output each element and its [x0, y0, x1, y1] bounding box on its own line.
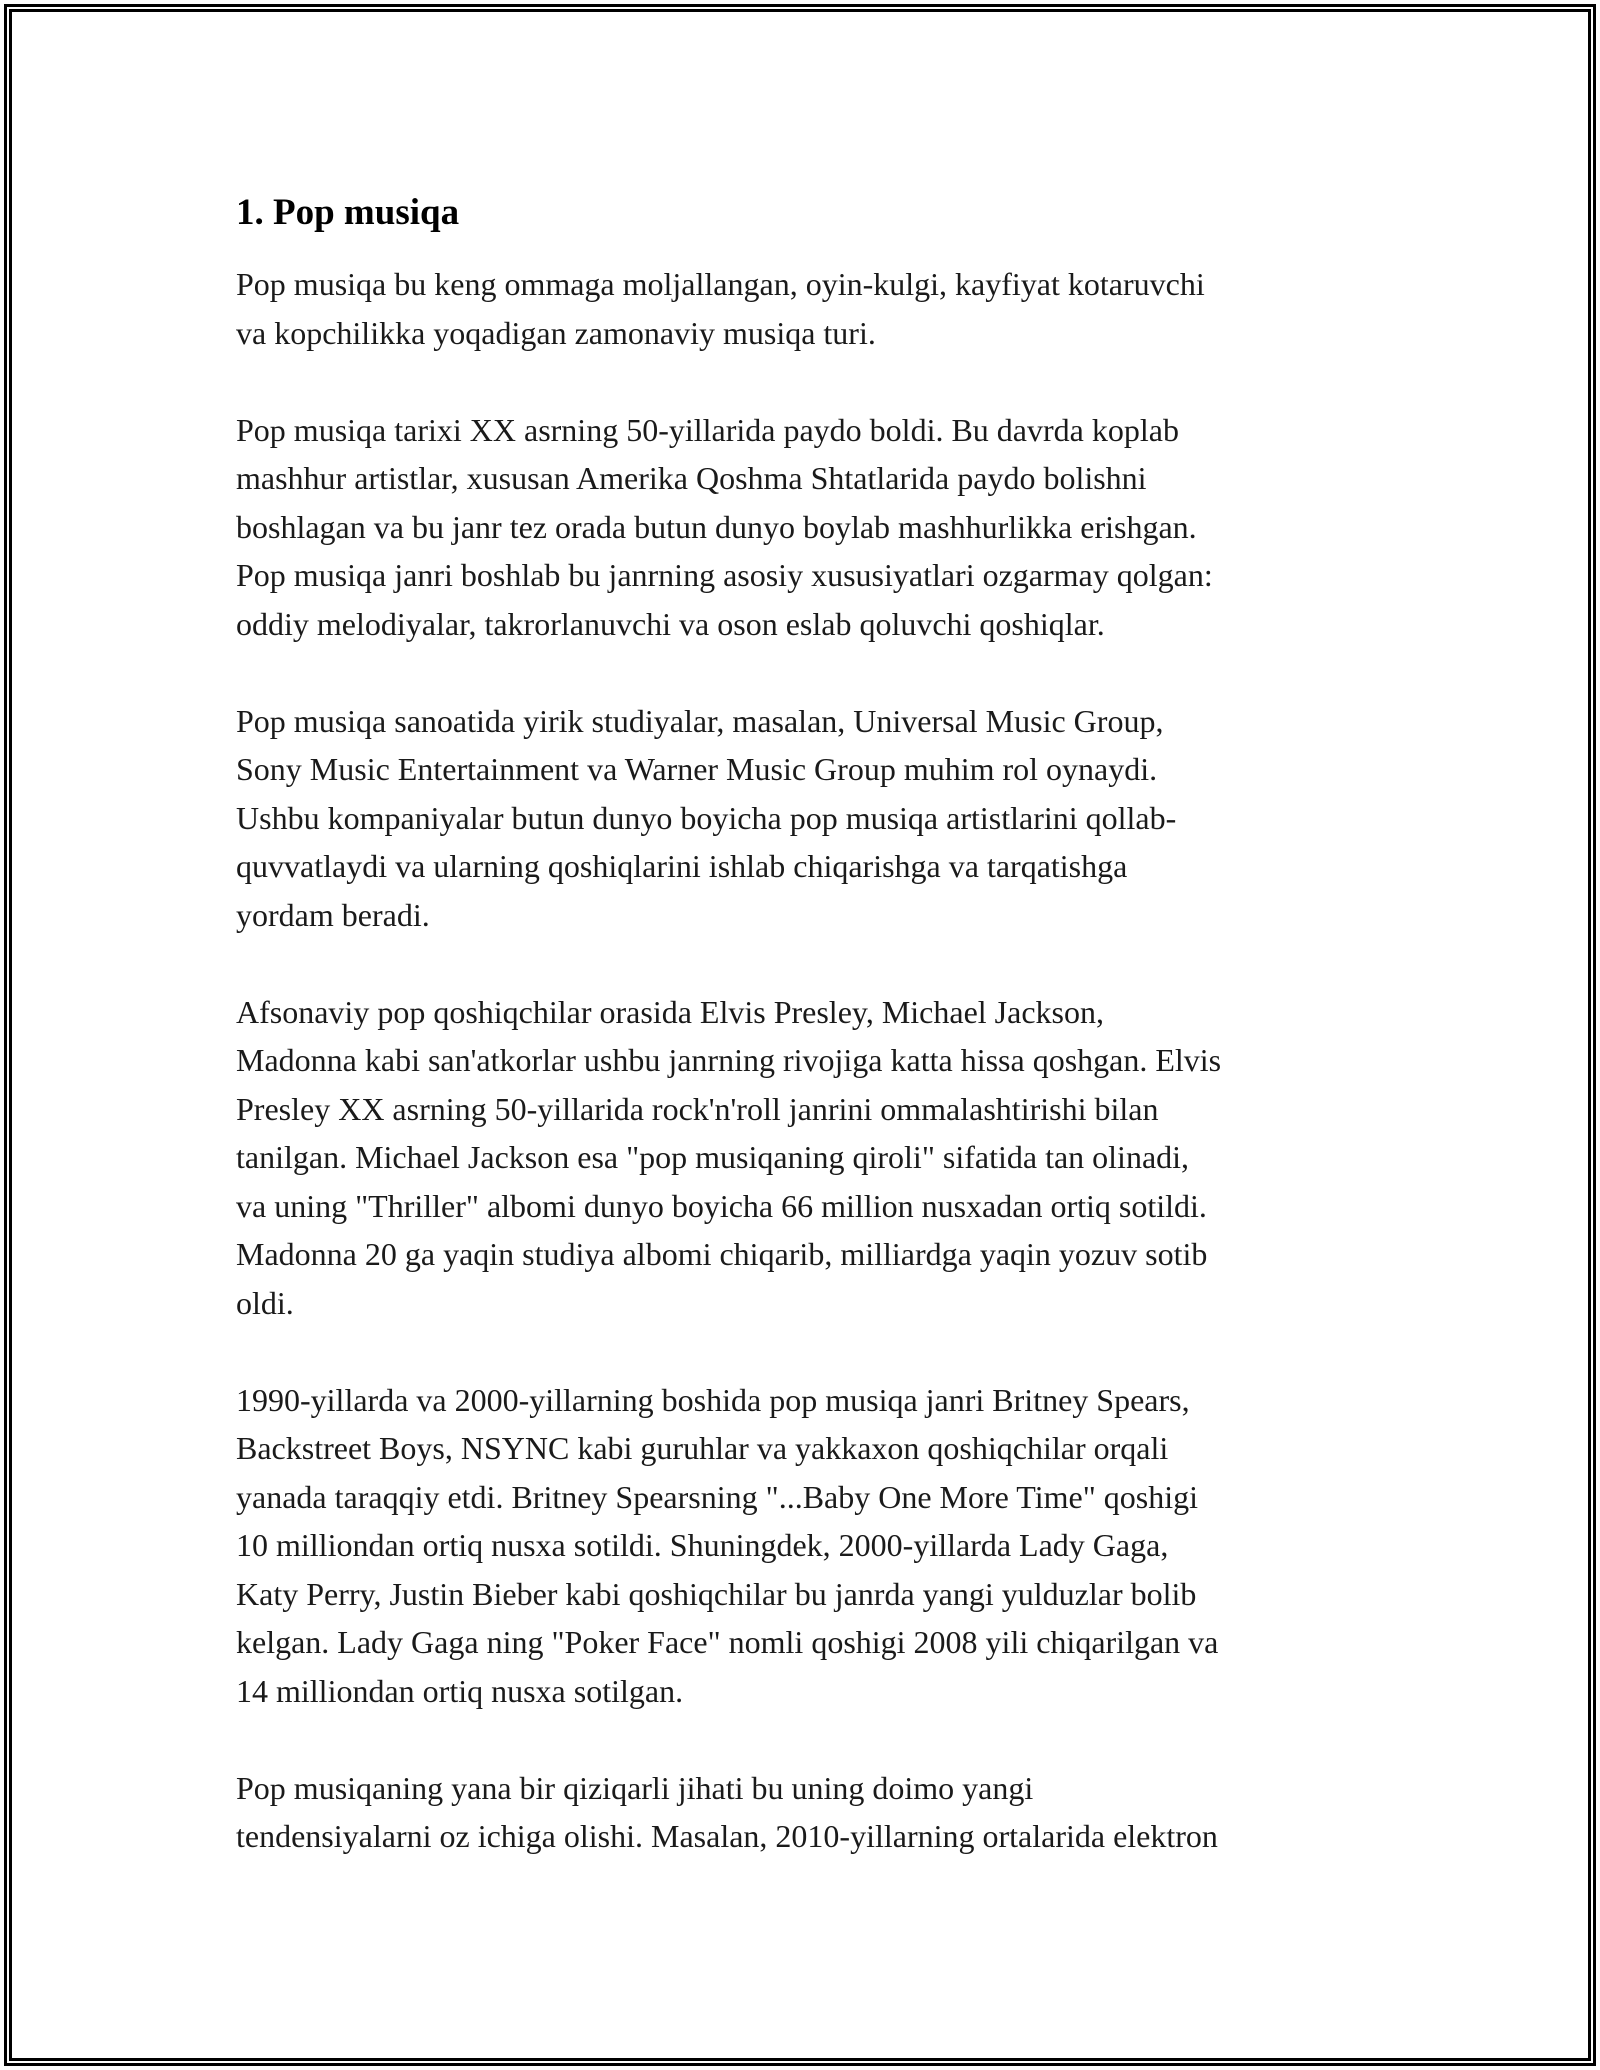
- text-line: kelgan. Lady Gaga ning "Poker Face" nomli qoshigi 2008 yili chiqarilgan va: [236, 1624, 1219, 1660]
- text-line: va uning "Thriller" albomi dunyo boyicha 66 million nusxadan ortiq sotildi.: [236, 1187, 1207, 1224]
- text-line: Madonna 20 ga yaqin studiya albomi chiqarib, milliardga yaqin yozuv sotib: [236, 1236, 1208, 1272]
- text-line: Afsonaviy pop qoshiqchilar orasida Elvis Presley, Michael Jackson,: [236, 993, 1104, 1030]
- section-heading: 1. Pop musiqa: [236, 192, 460, 233]
- text-line: Katy Perry, Justin Bieber kabi qoshiqchilar bu janrda yangi yulduzlar bolib: [236, 1575, 1197, 1612]
- paragraph: [236, 406, 1376, 649]
- text-line: yanada taraqqiy etdi. Britney Spearsning "...Baby One More Time" qoshigi: [236, 1478, 1198, 1515]
- paragraph: [236, 1376, 1376, 1716]
- text-line: quvvatlaydi va ularning qoshiqlarini ishlab chiqarishga va tarqatishga: [236, 848, 1128, 884]
- text-line: boshlagan va bu janr tez orada butun dunyo boylab mashhurlikka erishgan.: [236, 508, 1197, 545]
- text-line: Ushbu kompaniyalar butun dunyo boyicha pop musiqa artistlarini qollab-: [236, 799, 1177, 836]
- text-line: tanilgan. Michael Jackson esa "pop musiqaning qiroli" sifatida tan olinadi,: [236, 1139, 1190, 1175]
- text-line: Presley XX asrning 50-yillarida rock'n'roll janrini ommalashtirishi bilan: [236, 1090, 1159, 1127]
- document-body: [236, 188, 1376, 1909]
- paragraph-list: [236, 260, 1376, 1861]
- text-line: 10 milliondan ortiq nusxa sotildi. Shuningdek, 2000-yillarda Lady Gaga,: [236, 1527, 1169, 1563]
- text-line: Sony Music Entertainment va Warner Music Group muhim rol oynaydi.: [236, 751, 1158, 787]
- paragraph: [236, 1764, 1376, 1861]
- text-line: 1990-yillarda va 2000-yillarning boshida pop musiqa janri Britney Spears,: [236, 1381, 1190, 1418]
- text-line: Pop musiqa bu keng ommaga moljallangan, oyin-kulgi, kayfiyat kotaruvchi: [236, 266, 1205, 302]
- paragraph: [236, 260, 1376, 357]
- text-line: Madonna kabi san'atkorlar ushbu janrning rivojiga katta hissa qoshgan. Elvis: [236, 1042, 1222, 1078]
- text-line: Pop musiqa sanoatida yirik studiyalar, masalan, Universal Music Group,: [236, 702, 1164, 739]
- text-line: oldi.: [236, 1284, 294, 1321]
- text-line: Pop musiqaning yana bir qiziqarli jihati bu uning doimo yangi: [236, 1769, 1034, 1806]
- paragraph: [236, 988, 1376, 1328]
- text-line: Pop musiqa tarixi XX asrning 50-yillarida paydo boldi. Bu davrda koplab: [236, 411, 1179, 448]
- text-line: mashhur artistlar, xususan Amerika Qoshma Shtatlarida paydo bolishni: [236, 460, 1147, 496]
- text-line: tendensiyalarni oz ichiga olishi. Masalan, 2010-yillarning ortalarida elektron: [236, 1818, 1218, 1854]
- text-line: Pop musiqa janri boshlab bu janrning asosiy xususiyatlari ozgarmay qolgan:: [236, 557, 1213, 593]
- text-line: va kopchilikka yoqadigan zamonaviy musiqa turi.: [236, 314, 876, 351]
- text-line: Backstreet Boys, NSYNC kabi guruhlar va yakkaxon qoshiqchilar orqali: [236, 1430, 1169, 1466]
- text-line: yordam beradi.: [236, 896, 430, 933]
- paragraph: [236, 697, 1376, 940]
- text-line: 14 milliondan ortiq nusxa sotilgan.: [236, 1672, 684, 1709]
- text-line: oddiy melodiyalar, takrorlanuvchi va oson eslab qoluvchi qoshiqlar.: [236, 605, 1105, 642]
